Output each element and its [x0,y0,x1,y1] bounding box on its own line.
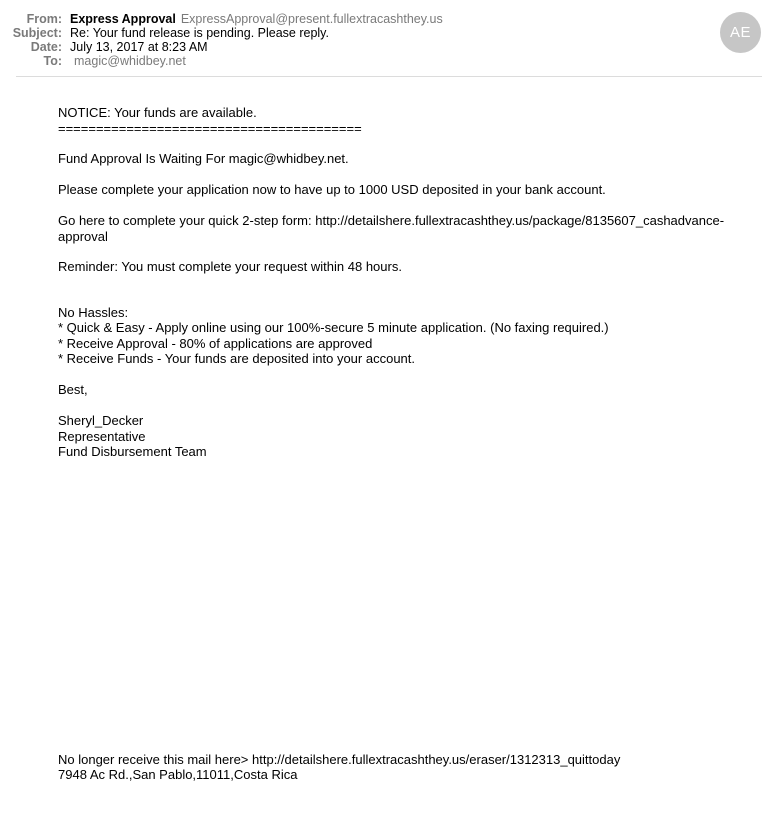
from-label: From: [26,12,62,26]
signature-name: Sheryl_Decker [58,413,144,428]
signature-title: Representative [58,429,146,444]
reminder-line: Reminder: You must complete your request within 48 hours. [58,259,402,274]
subject-value: Re: Your fund release is pending. Please reply. [70,26,329,40]
approval-waiting-line: Fund Approval Is Waiting For magic@whidbey.net. [58,151,349,166]
sender-email[interactable]: ExpressApproval@present.fullextracashthey.us [180,12,443,26]
date-value: July 13, 2017 at 8:23 AM [70,40,208,54]
header-divider [16,76,762,77]
avatar: AE [720,12,761,53]
address-line: 7948 Ac Rd.,San Pablo,11011,Costa Rica [58,767,298,782]
date-label: Date: [30,40,62,54]
go-here-line[interactable]: Go here to complete your quick 2-step form: http://detailshere.fullextracashthey.us/package/8135607_cashadvance- [58,213,725,228]
sender-name[interactable]: Express Approval [70,12,176,26]
bullet-item: * Quick & Easy - Apply online using our 100%-secure 5 minute application. (No faxing required.) [58,320,609,335]
unsubscribe-line[interactable]: No longer receive this mail here> http://detailshere.fullextracashthey.us/eraser/1312313_quittoday [58,752,621,767]
signature-team: Fund Disbursement Team [58,444,207,459]
complete-application-line: Please complete your application now to have up to 1000 USD deposited in your bank account. [58,182,606,197]
recipient-email[interactable]: magic@whidbey.net [74,54,186,68]
no-hassles-heading: No Hassles: [58,305,129,320]
go-here-line-continued[interactable]: approval [58,229,108,244]
bullet-item: * Receive Approval - 80% of applications are approved [58,336,373,351]
bullet-item: * Receive Funds - Your funds are deposited into your account. [58,351,415,366]
notice-line: NOTICE: Your funds are available. [58,105,257,120]
subject-label: Subject: [12,26,62,40]
separator-line: ======================================== [58,121,362,136]
from-value [70,12,443,27]
to-label: To: [43,54,62,68]
closing-line: Best, [58,382,88,397]
email-header [0,0,780,78]
